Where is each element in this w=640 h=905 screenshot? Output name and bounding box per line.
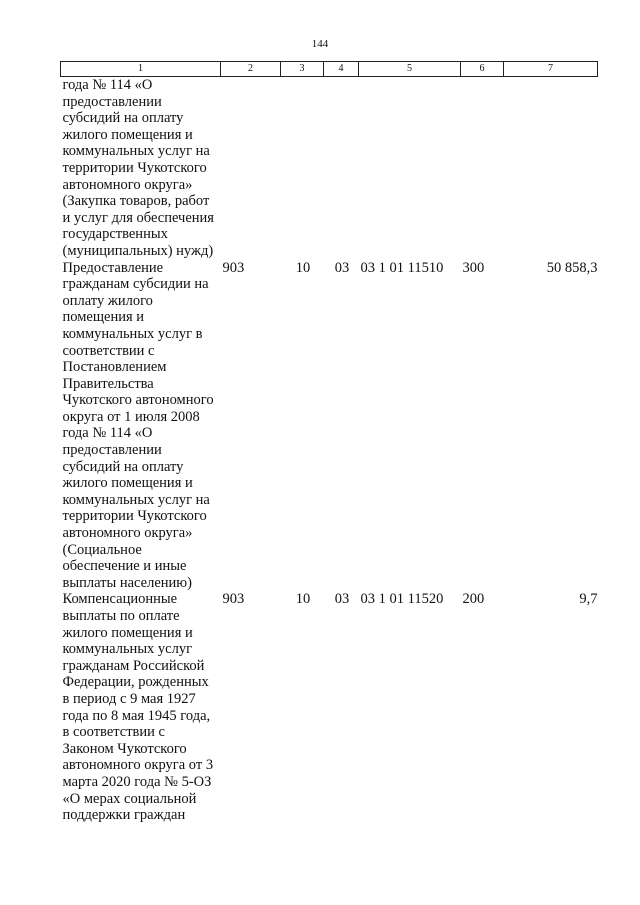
column-header-2: 2	[221, 62, 281, 77]
cell-amount: 50 858,3	[546, 259, 598, 276]
name-line: выплаты по оплате	[62, 608, 180, 624]
cell-subsection: 03	[334, 259, 350, 276]
name-line: «О мерах социальной	[62, 790, 197, 807]
cell-expense-type	[461, 77, 504, 260]
table-row	[61, 260, 598, 592]
budget-table	[60, 61, 598, 824]
page-number: 144	[311, 38, 329, 50]
name-line: выплаты населению)	[62, 574, 192, 591]
cell-amount: 9,7	[579, 591, 598, 608]
name-line: помещения и	[62, 309, 145, 326]
name-line: территории Чукотского	[62, 508, 207, 525]
column-header-3: 3	[281, 62, 324, 77]
name-line: автономного округа»	[62, 176, 193, 193]
table-row	[61, 77, 598, 260]
cell-name	[61, 260, 221, 592]
name-line: округа от 1 июля 2008	[62, 408, 200, 425]
cell-name	[61, 77, 221, 260]
name-line: соответствии с	[62, 342, 155, 359]
column-header-7: 7	[504, 62, 598, 77]
name-line: Чукотского автономного	[62, 392, 214, 409]
column-header-1: 1	[61, 62, 221, 77]
cell-grbs: 903	[222, 591, 245, 608]
name-line: и услуг для обеспечения	[62, 209, 214, 226]
name-line: (Социальное	[62, 541, 142, 558]
name-line: в период с 9 мая 1927	[62, 690, 196, 707]
name-line: Компенсационные	[62, 591, 178, 608]
name-line: Правительства	[62, 375, 154, 392]
cell-expense-type: 200	[462, 591, 485, 608]
cell-name	[61, 591, 221, 823]
name-line: территории Чукотского	[62, 159, 207, 176]
name-line: обеспечение и иные	[62, 558, 187, 575]
name-line: автономного округа»	[62, 525, 193, 542]
cell-grbs: 903	[222, 259, 245, 276]
name-line: Федерации, рожденных	[62, 674, 209, 691]
name-line: гражданам субсидии на	[62, 276, 209, 293]
name-line: субсидий на оплату	[62, 110, 184, 127]
name-line: Законом Чукотского	[62, 740, 187, 757]
cell-section	[281, 77, 324, 260]
name-line: жилого помещения и	[62, 624, 193, 641]
column-header-5: 5	[359, 62, 461, 77]
name-line: года по 8 мая 1945 года,	[62, 707, 211, 724]
name-line: (муниципальных) нужд)	[62, 242, 214, 259]
cell-subsection: 03	[334, 591, 350, 608]
cell-section: 10	[295, 259, 311, 276]
name-line: коммунальных услуг на	[62, 143, 210, 160]
name-line: коммунальных услуг на	[62, 491, 210, 508]
cell-section: 10	[295, 591, 311, 608]
name-line: субсидий на оплату	[62, 458, 184, 475]
column-header-6: 6	[461, 62, 504, 77]
name-line: поддержки граждан	[62, 807, 186, 824]
name-line: года № 114 «О	[62, 77, 153, 93]
cell-amount	[504, 77, 598, 260]
name-line: Постановлением	[62, 359, 167, 376]
name-line: жилого помещения и	[62, 475, 193, 492]
cell-target-article: 03 1 01 11520	[360, 591, 444, 608]
table-row	[61, 591, 598, 823]
name-line: (Закупка товаров, работ	[62, 193, 210, 210]
cell-expense-type: 300	[462, 259, 485, 276]
name-line: гражданам Российской	[62, 657, 205, 674]
cell-grbs	[221, 77, 281, 260]
cell-subsection	[324, 77, 359, 260]
table-header	[61, 62, 598, 77]
name-line: государственных	[62, 226, 168, 243]
name-line: года № 114 «О	[62, 425, 153, 442]
name-line: автономного округа от 3	[62, 757, 214, 774]
name-line: предоставлении	[62, 442, 162, 459]
name-line: Предоставление	[62, 259, 164, 276]
cell-target-article: 03 1 01 11510	[360, 259, 444, 276]
table-body	[61, 77, 598, 824]
name-line: коммунальных услуг в	[62, 325, 203, 342]
name-line: коммунальных услуг	[62, 641, 193, 658]
name-line: оплату жилого	[62, 292, 153, 309]
name-line: жилого помещения и	[62, 126, 193, 143]
name-line: марта 2020 года № 5-ОЗ	[62, 773, 212, 790]
column-header-4: 4	[324, 62, 359, 77]
header-row	[61, 62, 598, 77]
cell-target-article	[359, 77, 461, 260]
name-line: в соответствии с	[62, 724, 165, 741]
name-line: предоставлении	[62, 93, 162, 110]
